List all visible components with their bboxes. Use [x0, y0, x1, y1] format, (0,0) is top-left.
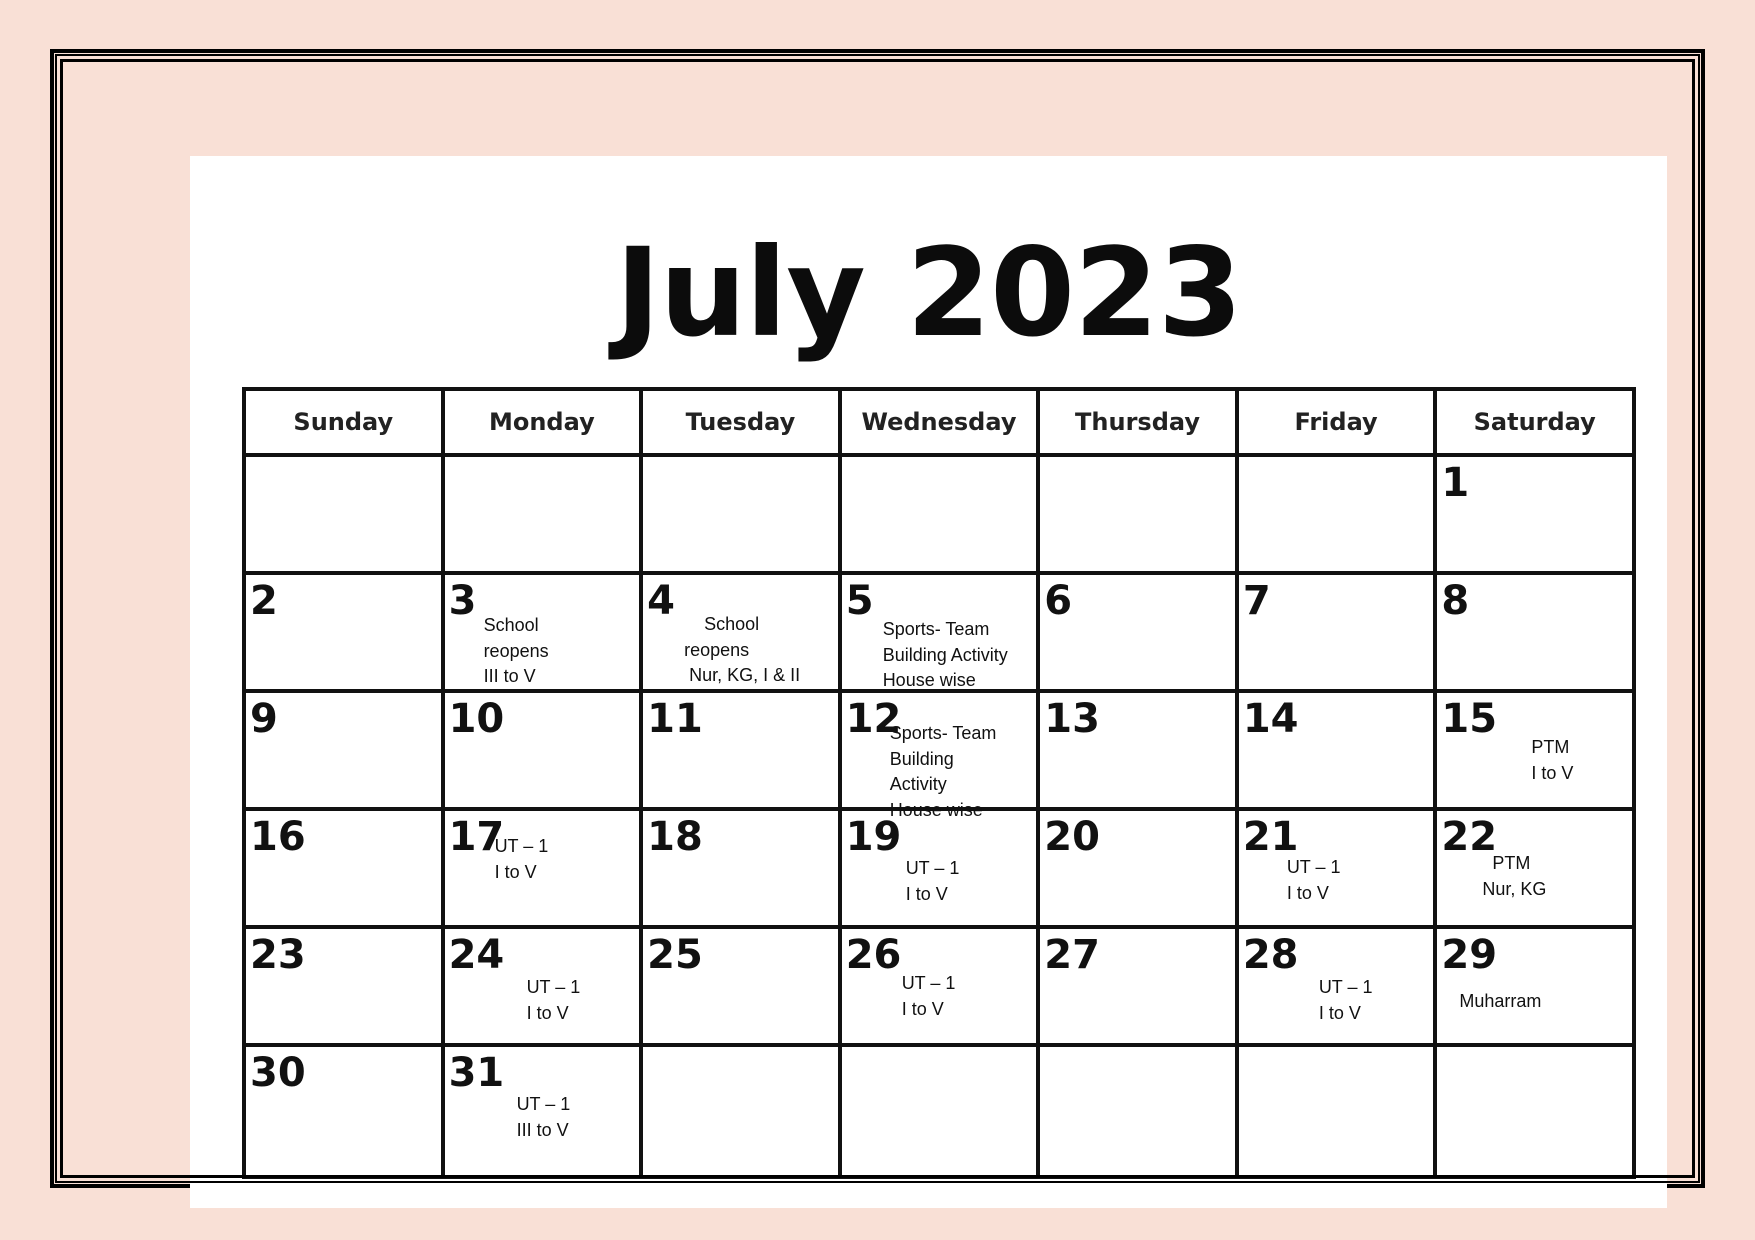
event-note: UT – 1 I to V: [494, 836, 549, 882]
day-number: 25: [647, 932, 703, 978]
event-note: School reopens Nur, KG, I & II: [684, 614, 801, 685]
day-number: 3: [448, 578, 477, 624]
day-number: 5: [845, 578, 874, 624]
event-note: PTM I to V: [1531, 737, 1574, 783]
weekday-header-thursday: Thursday: [1038, 389, 1237, 455]
day-number: 22: [1441, 814, 1498, 860]
weekday-header-wednesday: Wednesday: [840, 389, 1039, 455]
weekday-header-monday: Monday: [443, 389, 642, 455]
day-number: 21: [1242, 814, 1299, 860]
day-number: 9: [250, 696, 278, 742]
day-number: 14: [1242, 696, 1299, 742]
day-number: 11: [647, 696, 703, 742]
day-number: 16: [250, 814, 306, 860]
day-number: 19: [845, 814, 902, 860]
day-number: 12: [845, 696, 902, 742]
day-number: 6: [1044, 578, 1073, 624]
day-number: 20: [1044, 814, 1100, 860]
day-number: 8: [1441, 578, 1470, 624]
weekday-header-sunday: Sunday: [244, 389, 443, 455]
day-number: 24: [448, 932, 505, 978]
day-number: 4: [647, 578, 675, 624]
day-number: 30: [250, 1050, 306, 1096]
event-note: UT – 1 I to V: [1286, 857, 1341, 903]
day-number: 23: [250, 932, 306, 978]
weekday-header-tuesday: Tuesday: [641, 389, 840, 455]
day-number: 26: [845, 932, 902, 978]
event-note: UT – 1 I to V: [1318, 977, 1373, 1023]
day-number: 13: [1044, 696, 1100, 742]
weekday-header-friday: Friday: [1237, 389, 1436, 455]
event-note: School reopens III to V: [483, 615, 549, 686]
border-bottom-line: [60, 1176, 1695, 1178]
day-number: 1: [1441, 460, 1470, 506]
day-number: 28: [1242, 932, 1299, 978]
event-note: Muharram: [1459, 991, 1542, 1011]
event-note: UT – 1 I to V: [526, 977, 581, 1023]
day-number: 7: [1242, 578, 1271, 624]
weekday-header-saturday: Saturday: [1435, 389, 1634, 455]
event-note: PTM Nur, KG: [1482, 853, 1547, 899]
border-bottom-line: [55, 1181, 1700, 1183]
event-note: UT – 1 I to V: [905, 858, 960, 904]
event-note: Sports- Team Building Activity House wise: [889, 723, 997, 820]
day-number: 27: [1044, 932, 1100, 978]
day-number: 10: [448, 696, 505, 742]
event-note: UT – 1 I to V: [901, 973, 956, 1019]
day-number: 18: [647, 814, 703, 860]
day-number: 2: [250, 578, 278, 624]
day-number: 31: [448, 1050, 505, 1096]
day-number: 15: [1441, 696, 1498, 742]
event-note: UT – 1 III to V: [516, 1094, 571, 1140]
page-border-inner: [60, 59, 1695, 1178]
day-number: 17: [448, 814, 505, 860]
event-note: Sports- Team Building Activity House wise: [882, 619, 1008, 690]
day-number: 29: [1441, 932, 1498, 978]
calendar-title: July 2023: [615, 222, 1242, 364]
